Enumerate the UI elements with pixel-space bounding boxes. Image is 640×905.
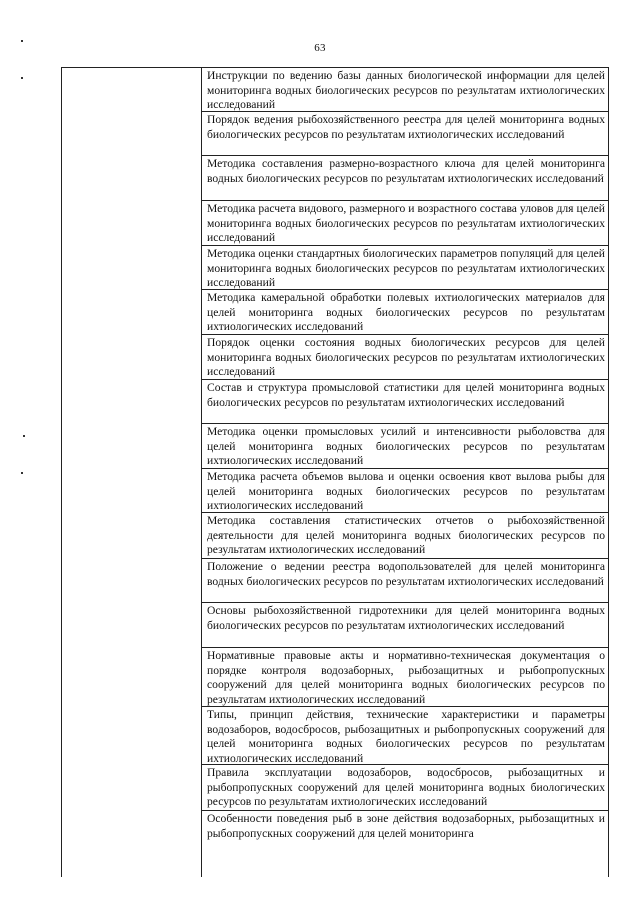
table-row: Состав и структура промысловой статистики для целей мониторинга водных биологических ресурсов по результатам ихтиологических исследований xyxy=(202,380,609,424)
table-row: Методика оценки стандартных биологических параметров популяций для целей мониторинга водных биологических ресурсов по результатам ихтиологических исследований xyxy=(202,246,609,290)
table-row: Методика камеральной обработки полевых ихтиологических материалов для целей мониторинга водных биологических ресурсов по результатам ихтиологических исследований xyxy=(202,290,609,335)
table-row: Методика расчета объемов вылова и оценки освоения квот вылова рыбы для целей мониторинга водных биологических ресурсов по результатам ихтиологических исследований xyxy=(202,469,609,513)
table-row: Порядок оценки состояния водных биологических ресурсов для целей мониторинга водных биологических ресурсов по результатам ихтиологических исследований xyxy=(202,335,609,380)
table-row: Методика расчета видового, размерного и возрастного состава уловов для целей мониторинга водных биологических ресурсов по результатам ихтиологических исследований xyxy=(202,201,609,246)
table-row: Правила эксплуатации водозаборов, водосбросов, рыбозащитных и рыбопропускных сооружений для целей мониторинга водных биологических ресурсов по результатам ихтиологических исследований xyxy=(202,765,609,811)
table-row: Порядок ведения рыбохозяйственного реестра для целей мониторинга водных биологических ресурсов по результатам ихтиологических исследований xyxy=(202,112,609,156)
table-left-column xyxy=(62,68,202,877)
page-number: 63 xyxy=(314,42,326,54)
scan-mark xyxy=(21,472,23,474)
scan-mark xyxy=(21,40,23,42)
table-row: Основы рыбохозяйственной гидротехники для целей мониторинга водных биологических ресурсов по результатам ихтиологических исследований xyxy=(202,603,609,648)
table-row: Особенности поведения рыб в зоне действия водозаборных, рыбозащитных и рыбопропускных сооружений для целей мониторинга xyxy=(207,812,605,840)
table-row: Методика оценки промысловых усилий и интенсивности рыболовства для целей мониторинга водных биологических ресурсов по результатам ихтиологических исследований xyxy=(202,424,609,469)
table-row: Инструкции по ведению базы данных биологической информации для целей мониторинга водных биологических ресурсов по результатам ихтиологических исследований xyxy=(202,68,609,112)
table-row: Методика составления статистических отчетов о рыбохозяйственной деятельности для целей мониторинга водных биологических ресурсов по результатам ихтиологических исследований xyxy=(202,513,609,559)
scan-mark xyxy=(23,435,25,437)
table-row: Типы, принцип действия, технические характеристики и параметры водозаборов, водосбросов, рыбозащитных и рыбопропускных сооружений для целей мониторинга водных биологических ресурсов по результатам ихтиологических исследований xyxy=(202,707,609,765)
table-row: Методика составления размерно-возрастного ключа для целей мониторинга водных биологических ресурсов по результатам ихтиологических исследований xyxy=(202,156,609,201)
table-row: Нормативные правовые акты и нормативно-техническая документация о порядке контроля водозаборных, рыбозащитных и рыбопропускных сооружений для целей мониторинга водных биологических ресурсов по результатам ихтиологических исследований xyxy=(202,648,609,707)
requirements-table xyxy=(61,67,609,877)
table-right-column xyxy=(202,68,609,847)
table-row: Положение о ведении реестра водопользователей для целей мониторинга водных биологических ресурсов по результатам ихтиологических исследований xyxy=(202,559,609,603)
scan-mark xyxy=(21,77,23,79)
